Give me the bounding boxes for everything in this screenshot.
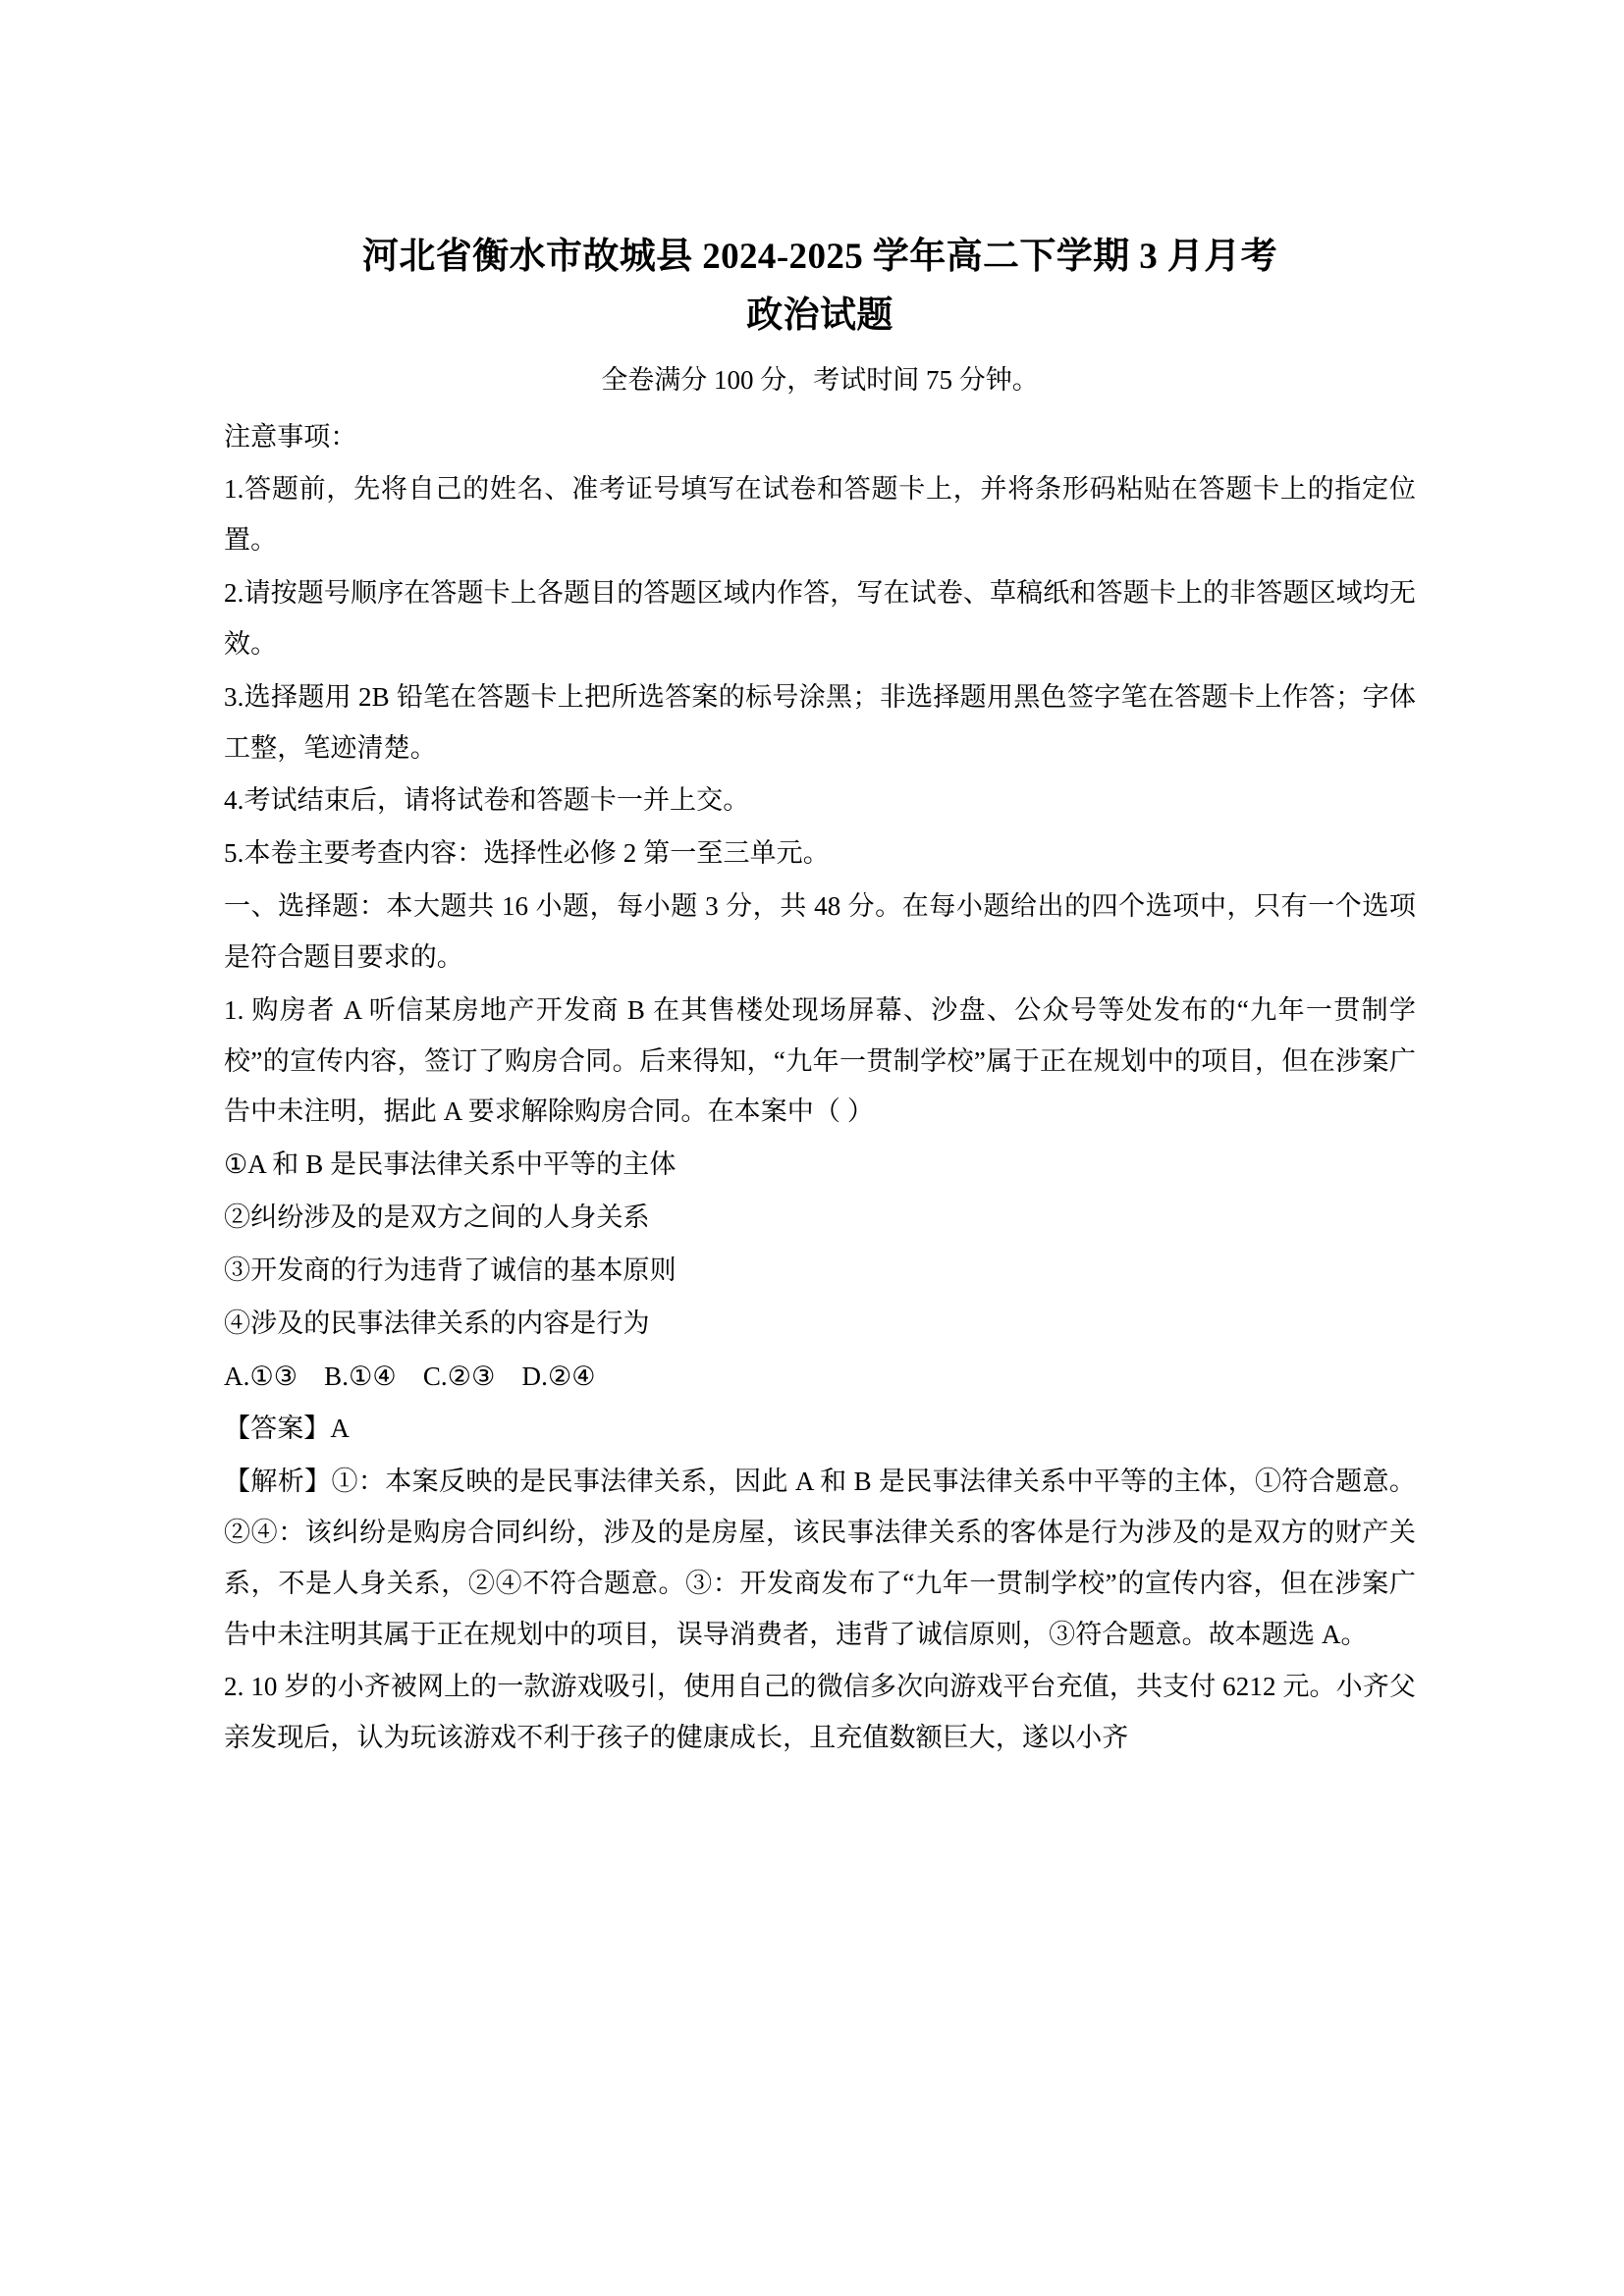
notice-heading: 注意事项： — [224, 421, 357, 452]
notice-item-2: 2.请按题号顺序在答题卡上各题目的答题区域内作答，写在试卷、草稿纸和答题卡上的非答题区域均无效。 — [224, 578, 1416, 659]
question-1-item-2: ②纠纷涉及的是双方之间的人身关系 — [224, 1202, 650, 1233]
page-title-line-2: 政治试题 — [746, 294, 893, 336]
question-1-item-4: ④涉及的民事法律关系的内容是行为 — [224, 1308, 650, 1338]
question-1-answer: 【答案】A — [224, 1414, 350, 1444]
exam-subtitle: 全卷满分 100 分，考试时间 75 分钟。 — [601, 364, 1039, 395]
notice-item-3: 3.选择题用 2B 铅笔在答题卡上把所选答案的标号涂黑；非选择题用黑色签字笔在答题卡上作答；字体工整，笔迹清楚。 — [224, 681, 1416, 763]
question-1-stem: 1. 购房者 A 听信某房地产开发商 B 在其售楼处现场屏幕、沙盘、公众号等处发布的“九年一贯制学校”的宣传内容，签订了购房合同。后来得知，“九年一贯制学校”属于正在规划中的项目，但在涉案广告中未注明，据此 A 要求解除购房合同。在本案中（ ） — [224, 994, 1416, 1127]
page-title-line-1: 河北省衡水市故城县 2024-2025 学年高二下学期 3 月月考 — [361, 237, 1278, 277]
page-title — [224, 228, 1416, 346]
question-2-stem: 2. 10 岁的小齐被网上的一款游戏吸引，使用自己的微信多次向游戏平台充值，共支付 6212 元。小齐父亲发现后，认为玩该游戏不利于孩子的健康成长，且充值数额巨大，遂以小齐 — [224, 1672, 1416, 1753]
question-1-choices: A.①③ B.①④ C.②③ D.②④ — [224, 1361, 596, 1391]
question-1-item-3: ③开发商的行为违背了诚信的基本原则 — [224, 1255, 677, 1285]
question-1-item-1: ①A 和 B 是民事法律关系中平等的主体 — [224, 1149, 677, 1180]
notice-item-1: 1.答题前，先将自己的姓名、准考证号填写在试卷和答题卡上，并将条形码粘贴在答题卡上的指定位置。 — [224, 474, 1416, 556]
notice-item-5: 5.本卷主要考查内容：选择性必修 2 第一至三单元。 — [224, 838, 830, 869]
notice-item-4: 4.考试结束后，请将试卷和答题卡一并上交。 — [224, 785, 750, 816]
question-1-analysis: 【解析】①：本案反映的是民事法律关系，因此 A 和 B 是民事法律关系中平等的主体，①符合题意。②④：该纠纷是购房合同纠纷，涉及的是房屋，该民事法律关系的客体是行为涉及的是双方的财产关系，不是人身关系，②④不符合题意。③：开发商发布了“九年一贯制学校”的宣传内容，但在涉案广告中未注明其属于正在规划中的项目，误导消费者，违背了诚信原则，③符合题意。故本题选 A。 — [224, 1467, 1416, 1649]
section-intro: 一、选择题：本大题共 16 小题，每小题 3 分，共 48 分。在每小题给出的四个选项中，只有一个选项是符合题目要求的。 — [224, 891, 1416, 972]
